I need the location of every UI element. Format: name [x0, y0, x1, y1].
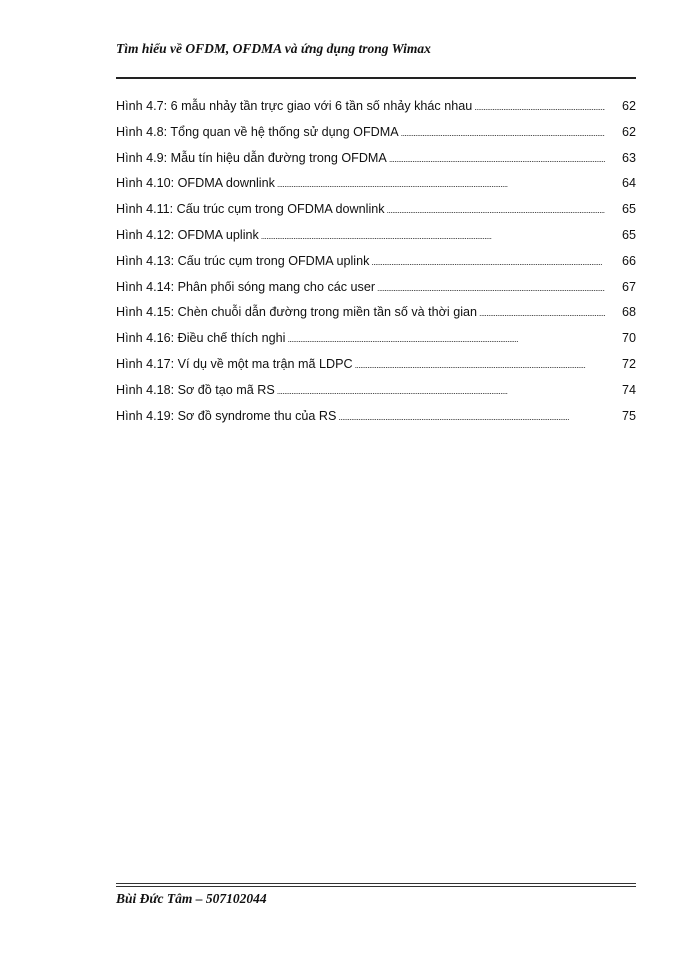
dot-leader: [287, 327, 605, 353]
toc-entry[interactable]: [116, 326, 636, 352]
toc-entry[interactable]: [116, 197, 636, 223]
toc-entry-page: 67: [621, 279, 636, 294]
toc-entry[interactable]: [116, 300, 636, 326]
toc-entry[interactable]: [116, 223, 636, 249]
toc-entry[interactable]: [116, 120, 636, 146]
toc-entry[interactable]: [116, 94, 636, 120]
toc-entry[interactable]: [116, 249, 636, 275]
toc-entry-page: 65: [621, 202, 636, 217]
toc-entry-label: Hình 4.19: Sơ đồ syndrome thu của RS: [116, 408, 337, 423]
toc-entry-label: Hình 4.18: Sơ đồ tạo mã RS: [116, 382, 275, 397]
dot-leader: [474, 95, 605, 121]
toc-entry-page: 70: [621, 331, 636, 346]
dot-leader: [338, 405, 605, 431]
header-divider: [116, 77, 636, 79]
toc-entry-label: Hình 4.15: Chèn chuỗi dẫn đường trong miền tần số và thời gian: [116, 305, 478, 320]
dot-leader: [389, 147, 605, 173]
footer-divider-top: [116, 883, 636, 884]
toc-entry-page: 64: [621, 176, 636, 191]
page-footer-author: Bùi Đức Tâm – 507102044: [116, 891, 267, 906]
toc-entry-label: Hình 4.17: Ví dụ về một ma trận mã LDPC: [116, 356, 353, 371]
toc-entry-label: Hình 4.9: Mẫu tín hiệu dẫn đường trong OFDMA: [116, 150, 387, 165]
footer-divider-bottom: [116, 886, 636, 887]
toc-entry-label: Hình 4.14: Phân phối sóng mang cho các user: [116, 279, 376, 294]
toc-entry-page: 65: [621, 227, 636, 242]
toc-entry[interactable]: [116, 378, 636, 404]
toc-entry-page: 62: [621, 124, 636, 139]
toc-entry-page: 63: [621, 150, 636, 165]
toc-entry-label: Hình 4.10: OFDMA downlink: [116, 176, 275, 191]
dot-leader: [355, 353, 605, 379]
toc-entry[interactable]: [116, 146, 636, 172]
toc-entry[interactable]: [116, 275, 636, 301]
toc-entry-label: Hình 4.12: OFDMA uplink: [116, 227, 259, 242]
dot-leader: [261, 224, 605, 250]
toc-entry[interactable]: [116, 352, 636, 378]
toc-entry-label: Hình 4.16: Điều chế thích nghi: [116, 331, 286, 346]
toc-entry-label: Hình 4.8: Tổng quan về hệ thống sử dụng OFDMA: [116, 124, 399, 139]
dot-leader: [277, 379, 605, 405]
toc-entry-page: 66: [621, 253, 636, 268]
page-header-title: Tìm hiểu về OFDM, OFDMA và ứng dụng trong Wimax: [116, 41, 431, 56]
dot-leader: [371, 250, 605, 276]
toc-entry-page: 74: [621, 382, 636, 397]
toc-entry-label: Hình 4.11: Cấu trúc cụm trong OFDMA downlink: [116, 202, 385, 217]
dot-leader: [387, 198, 605, 224]
dot-leader: [401, 121, 605, 147]
toc-entry-label: Hình 4.7: 6 mẫu nhảy tần trực giao với 6 tần số nhảy khác nhau: [116, 99, 473, 113]
dot-leader: [277, 172, 605, 198]
table-of-figures: [116, 94, 636, 429]
toc-entry-page: 75: [621, 408, 636, 423]
toc-entry-page: 62: [621, 99, 636, 113]
dot-leader: [479, 301, 605, 327]
dot-leader: [377, 276, 605, 302]
toc-entry[interactable]: [116, 171, 636, 197]
toc-entry-label: Hình 4.13: Cấu trúc cụm trong OFDMA uplink: [116, 253, 370, 268]
toc-entry-page: 68: [621, 305, 636, 320]
toc-entry[interactable]: [116, 404, 636, 430]
toc-entry-page: 72: [621, 356, 636, 371]
